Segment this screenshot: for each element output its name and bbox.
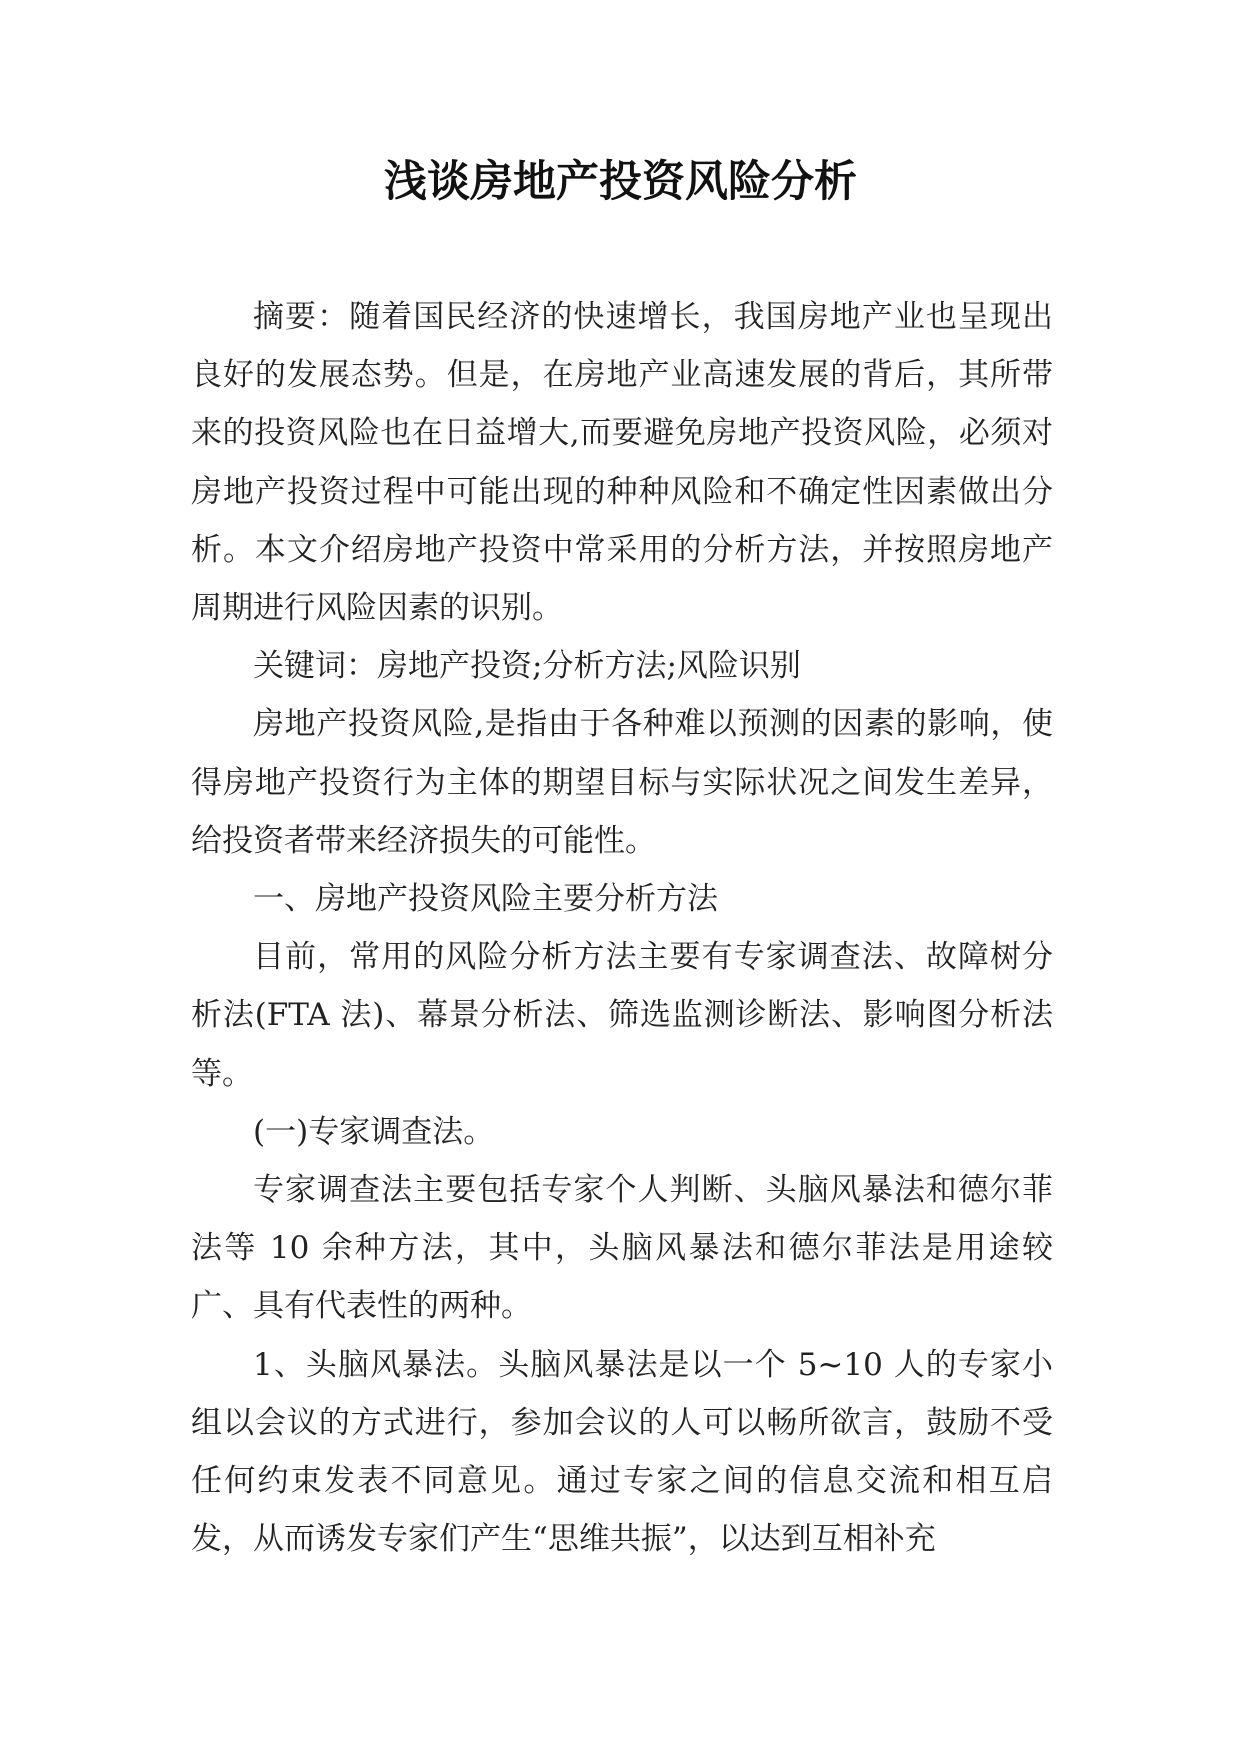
keywords-paragraph: 关键词：房地产投资;分析方法;风险识别: [253, 648, 801, 685]
brainstorming-paragraph: 1、头脑风暴法。头脑风暴法是以一个 5~10 人的专家小组以会议的方式进行，参加会议的人可以畅所欲言，鼓励不受任何约束发表不同意见。通过专家之间的信息交流和相互启发，从而诱发专家们产生“思维共振”，以达到互相补充: [191, 1346, 1053, 1558]
expert-survey-paragraph: 专家调查法主要包括专家个人判断、头脑风暴法和德尔菲法等 10 余种方法，其中，头脑风暴法和德尔菲法是用途较广、具有代表性的两种。: [191, 1172, 1053, 1325]
section-heading: 一、房地产投资风险主要分析方法: [253, 881, 718, 918]
abstract-paragraph: 摘要：随着国民经济的快速增长，我国房地产业也呈现出良好的发展态势。但是，在房地产业高速发展的背后，其所带来的投资风险也在日益增大,而要避免房地产投资风险，必须对房地产投资过程中可能出现的种种风险和不确定性因素做出分析。本文介绍房地产投资中常采用的分析方法，并按照房地产周期进行风险因素的识别。: [191, 299, 1053, 627]
definition-paragraph: 房地产投资风险,是指由于各种难以预测的因素的影响，使得房地产投资行为主体的期望目标与实际状况之间发生差异，给投资者带来经济损失的可能性。: [191, 706, 1053, 859]
methods-paragraph: 目前，常用的风险分析方法主要有专家调查法、故障树分析法(FTA 法)、幕景分析法、筛选监测诊断法、影响图分析法等。: [191, 939, 1053, 1092]
subsection-heading: (一)专家调查法。: [253, 1113, 495, 1150]
document-title: 浅谈房地产投资风险分析: [384, 157, 857, 207]
document-body: [191, 288, 1053, 1568]
